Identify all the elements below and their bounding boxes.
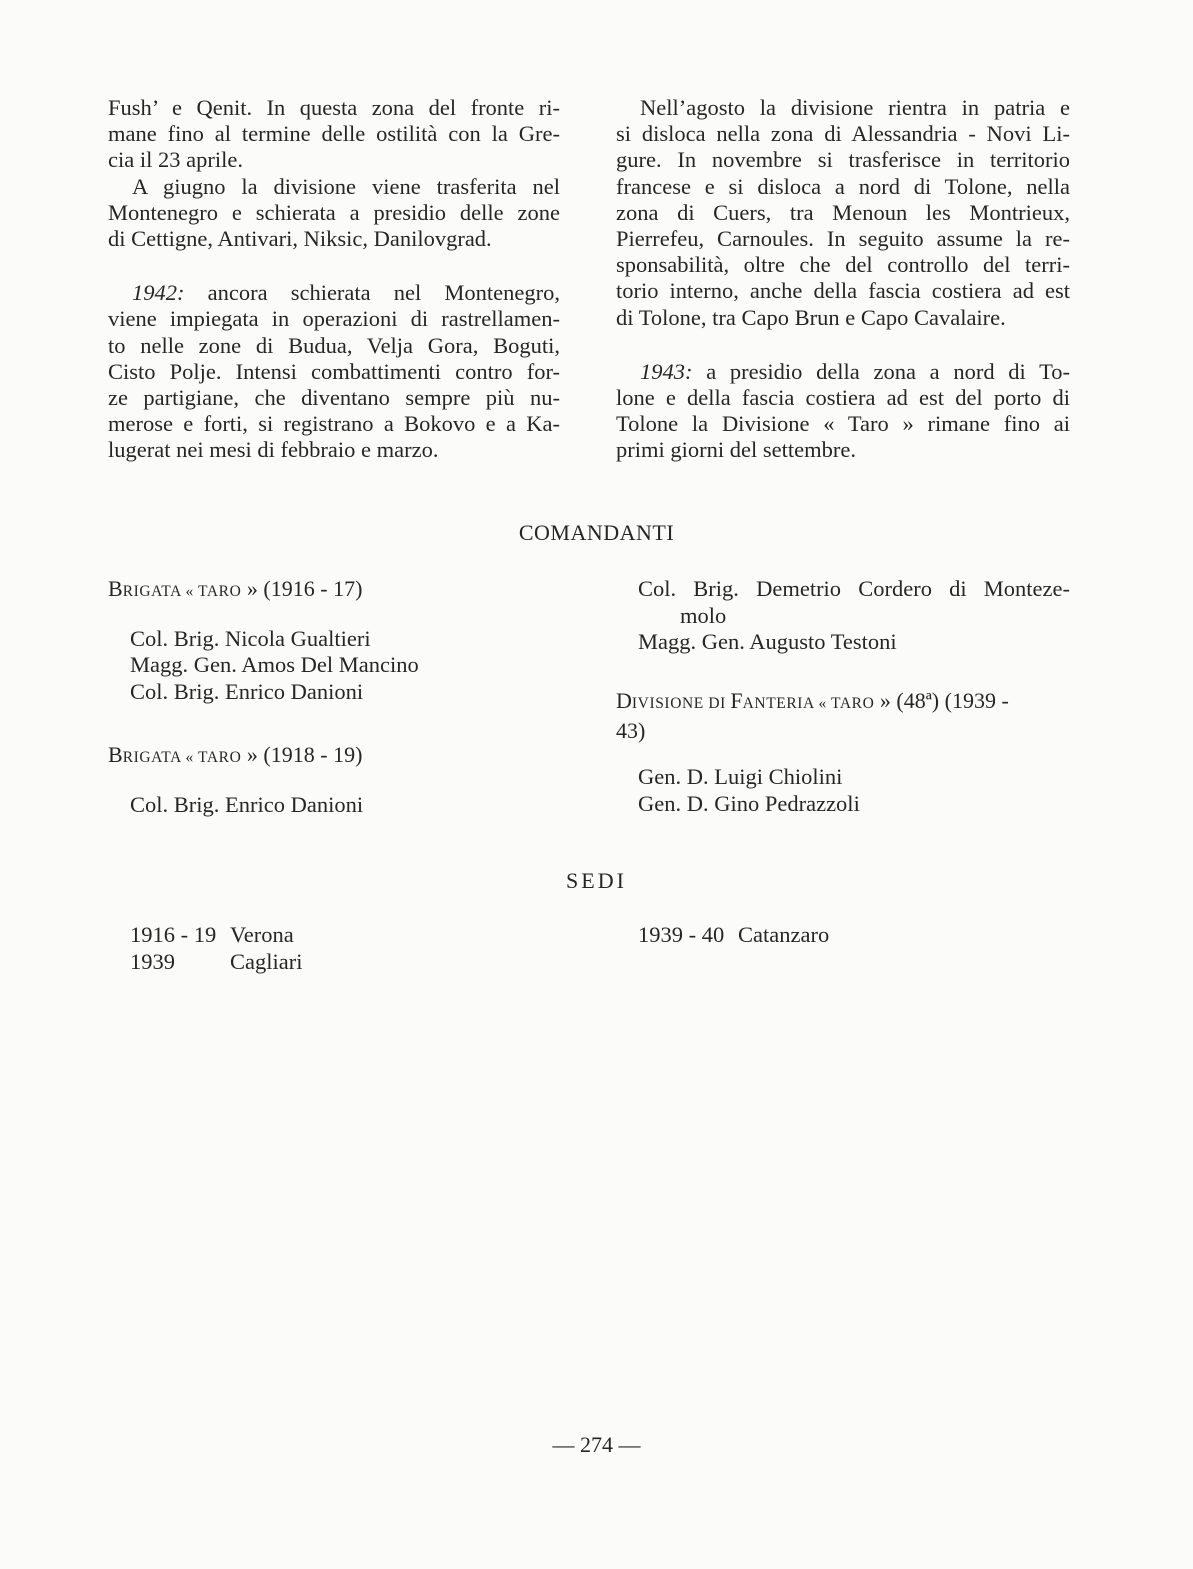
sede-years: 1939 - 40	[638, 922, 725, 947]
text-line: Montenegro e schierata a presidio delle zone	[108, 199, 560, 225]
text-line: francese e si disloca a nord di Tolone, nella	[616, 173, 1070, 199]
text-line: Fush’ e Qenit. In questa zona del fronte ri-	[108, 95, 560, 120]
sede-city: Catanzaro	[738, 922, 830, 947]
brigata-1916-section	[108, 576, 419, 705]
brigata-1918-section	[108, 742, 363, 818]
commander-name: Gen. D. Gino Pedrazzoli	[638, 790, 860, 816]
sedi-right-list	[638, 922, 829, 949]
sede-row	[638, 922, 829, 949]
text-line: ze partigiane, che diventano sempre più nu-	[108, 385, 560, 411]
commander-name: Magg. Gen. Amos Del Mancino	[130, 652, 419, 677]
sede-years: 1939	[130, 948, 175, 974]
section-heading: BRIGATA « TARO » (1916 - 17)	[108, 576, 363, 601]
sedi-heading: SEDI	[566, 868, 627, 893]
commanders-list	[108, 792, 363, 819]
right-commanders-list	[638, 576, 1070, 656]
section-heading: BRIGATA « TARO » (1918 - 19)	[108, 742, 363, 767]
text-line: Nell’agosto la divisione rientra in patria e	[640, 95, 1070, 120]
text-line	[108, 280, 560, 306]
commander-name-continuation: molo	[680, 602, 727, 628]
text-line: torio interno, anche della fascia costiera ad est	[616, 278, 1070, 304]
commander-name: Col. Brig. Demetrio Cordero di Monteze-	[638, 576, 1070, 601]
sedi-left-list	[130, 922, 302, 975]
commander-name: Col. Brig. Enrico Danioni	[130, 791, 364, 817]
right-paragraph-2	[616, 359, 1070, 464]
commander-name: Magg. Gen. Augusto Testoni	[638, 629, 897, 654]
text-line: si disloca nella zona di Alessandria - Novi Li-	[616, 121, 1070, 147]
text-fragment: ancora schierata nel Montenegro,	[184, 280, 560, 306]
text-line: sponsabilità, oltre che del controllo del terri-	[616, 252, 1070, 278]
left-paragraph-3	[108, 280, 560, 463]
text-line: lugerat nei mesi di febbraio e marzo.	[108, 437, 439, 463]
text-line: Pierrefeu, Carnoules. In seguito assume la re-	[616, 226, 1070, 252]
section-heading-continuation: 43)	[616, 717, 646, 743]
left-paragraph-1	[108, 95, 560, 174]
sede-city: Cagliari	[230, 948, 303, 974]
text-line: lone e della fascia costiera ad est del porto di	[616, 385, 1070, 411]
commander-name: Gen. D. Luigi Chiolini	[638, 764, 843, 789]
text-fragment: a presidio della zona a nord di To-	[692, 358, 1070, 384]
right-paragraph-1	[616, 95, 1070, 331]
commander-name: Col. Brig. Enrico Danioni	[130, 678, 364, 704]
left-paragraph-2	[108, 174, 560, 253]
text-line: cia il 23 aprile.	[108, 147, 243, 173]
comandanti-heading: COMANDANTI	[518, 520, 675, 545]
left-text-column	[108, 95, 560, 464]
commander-name: Col. Brig. Nicola Gualtieri	[130, 625, 371, 651]
text-line: Cisto Polje. Intensi combattimenti contro for-	[108, 358, 560, 384]
text-line: viene impiegata in operazioni di rastrellamen-	[108, 306, 560, 332]
year-label: 1942:	[132, 280, 185, 306]
sede-years: 1916 - 19	[130, 922, 217, 947]
divisione-section	[616, 688, 1072, 817]
text-line: A giugno la divisione viene trasferita nel	[132, 173, 560, 199]
sede-row	[130, 949, 302, 976]
text-line: to nelle zone di Budua, Velja Gora, Boguti,	[108, 332, 560, 358]
sede-city: Verona	[230, 922, 294, 947]
text-line	[616, 359, 1070, 385]
right-text-column	[616, 95, 1070, 464]
text-line: di Tolone, tra Capo Brun e Capo Cavalaire.	[616, 304, 1006, 330]
text-line: di Cettigne, Antivari, Niksic, Danilovgrad.	[108, 226, 492, 252]
year-label: 1943:	[640, 358, 693, 384]
commanders-list	[616, 764, 1072, 817]
page-number: — 274 —	[552, 1432, 641, 1457]
sede-row	[130, 922, 302, 949]
section-heading: DIVISIONE DI FANTERIA « TARO » (48ª) (1939 -	[616, 688, 1009, 713]
text-line: gure. In novembre si trasferisce in territorio	[616, 147, 1070, 173]
text-line: Tolone la Divisione « Taro » rimane fino ai	[616, 411, 1070, 437]
text-line: merose e forti, si registrano a Bokovo e a Ka-	[108, 411, 560, 437]
text-line: mane fino al termine delle ostilità con la Gre-	[108, 121, 560, 147]
commanders-list	[108, 626, 419, 706]
text-line: primi giorni del settembre.	[616, 437, 856, 463]
text-line: zona di Cuers, tra Menoun les Montrieux,	[616, 199, 1070, 225]
